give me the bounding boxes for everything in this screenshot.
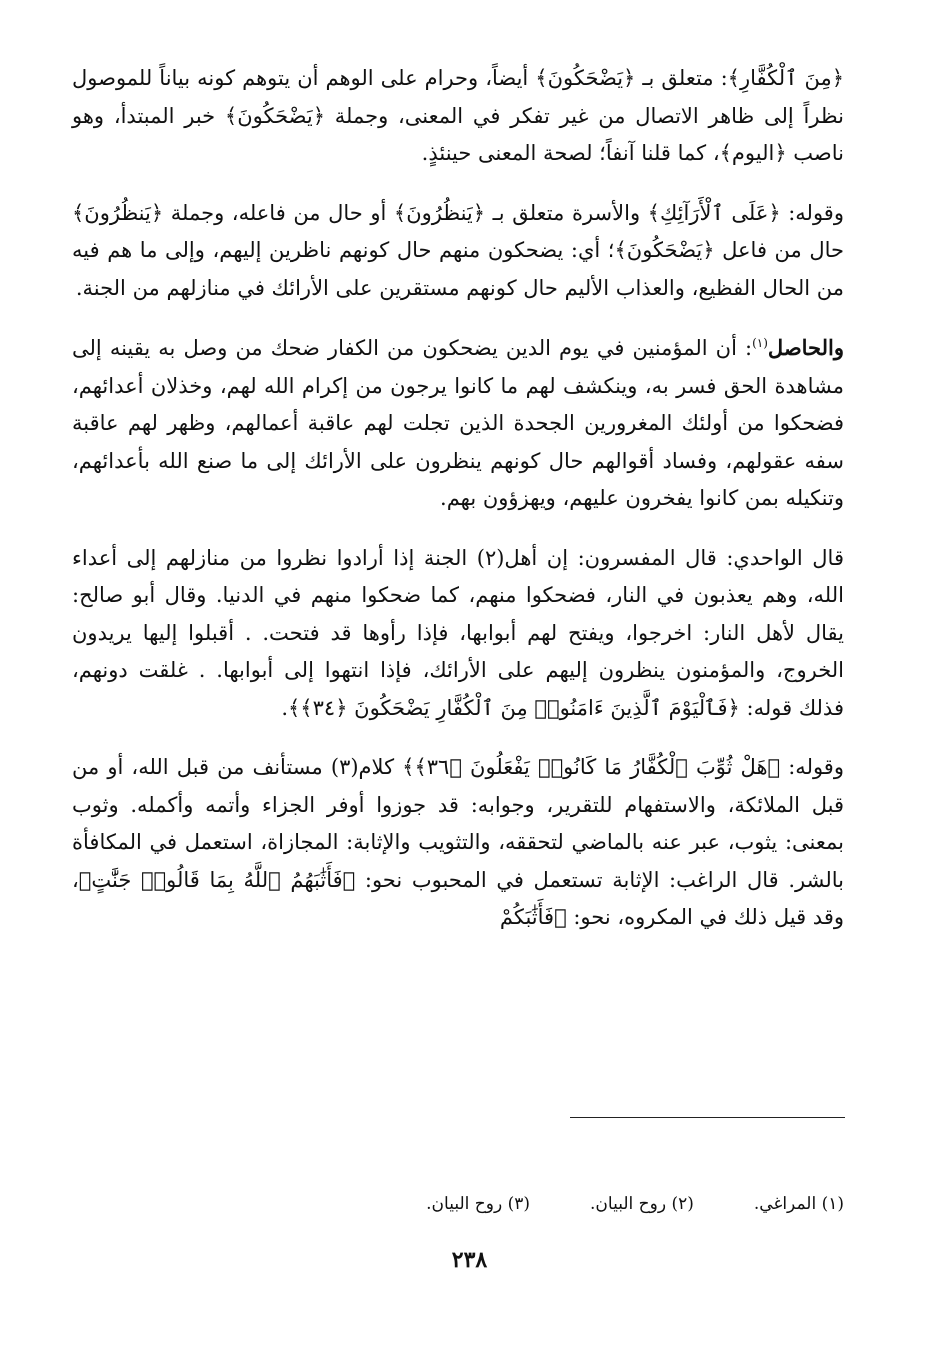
footnote-1: (١) المراغي. [753,1194,844,1214]
paragraph-text: وقوله: ﴿هَلْ ثُوِّبَ ٱلْكُفَّارُ مَا كَانُوا۟ يَفْعَلُونَ ﴿٣٦﴾﴾ كلام(٣) مستأنف من قبل الله، أو من قبل الملائكة، والاستفهام للتقرير، وجوابه: قد جوزوا أوفر الجزاء وأتمه وأكمله. وثوب بمعنى: يثوب، عبر عنه بالماضي لتحققه، والتثويب والإثابة: المجازاة، استعمل في المكافأة بالشر. قال الراغب: الإثابة تستعمل في المحبوب نحو: ﴿فَأَثَٰبَهُمُ ٱللَّهُ بِمَا قَالُوا۟ جَنَّٰتٍ﴾، وقد قيل ذلك في المكروه، نحو: ﴿فَأَثَٰبَكُمْ [72,755,844,929]
paragraph-4 [72,540,844,728]
page-body [72,60,844,959]
paragraph-1 [72,60,844,173]
paragraph-text: ﴿مِنَ ٱلْكُفَّارِ﴾: متعلق بـ ﴿يَضْحَكُونَ﴾ أيضاً، وحرام على الوهم أن يتوهم كونه بياناً للموصول نظراً إلى ظاهر الاتصال من غير تفكر في المعنى، وجملة ﴿يَضْحَكُونَ﴾ خبر المبتدأ، وهو ناصب ﴿اليوم﴾، كما قلنا آنفاً؛ لصحة المعنى حينئذٍ. [72,66,844,165]
paragraph-text: قال الواحدي: قال المفسرون: إن أهل(٢) الجنة إذا أرادوا نظروا من منازلهم إلى أعداء الله، وهم يعذبون في النار، فضحكوا منهم، كما ضحكوا منهم في الدنيا. وقال أبو صالح: يقال لأهل النار: اخرجوا، ويفتح لهم أبوابها، فإذا رأوها قد فتحت. . أقبلوا إليها يريدون الخروج، والمؤمنون ينظرون إليهم على الأرائك، فإذا انتهوا إلى أبوابها. . غلقت دونهم، فذلك قوله: ﴿فَٱلْيَوْمَ ٱلَّذِينَ ءَامَنُوا۟ مِنَ ٱلْكُفَّارِ يَضْحَكُونَ ﴿٣٤﴾﴾. [72,545,844,720]
paragraph-2 [72,195,844,308]
page-number: ٢٣٨ [451,1247,488,1273]
footnotes [72,1194,844,1214]
paragraph-lead: والحاصل [767,335,844,360]
paragraph-5 [72,749,844,937]
footnote-divider [570,1117,845,1118]
footnote-2: (٢) روح البيان. [590,1194,694,1214]
paragraph-text: : أن المؤمنين في يوم الدين يضحكون من الكفار ضحك من وصل به يقينه إلى مشاهدة الحق فسر به، وينكشف لهم ما كانوا يرجون من إكرام الله لهم، وخذلان أعدائهم، فضحكوا من أولئك المغرورين الجحدة الذين تجلت لهم عاقبة أعمالهم، وظهر لهم عاقبة سفه عقولهم، وفساد أقوالهم حال كونهم ينظرون على الأرائك إلى ما صنع الله بأعدائهم، وتنكيله بمن كانوا يفخرون عليهم، ويهزؤون بهم. [72,336,844,510]
footnote-marker: (١) [752,336,768,350]
paragraph-3 [72,329,844,518]
footnote-3: (٣) روح البيان. [426,1194,531,1214]
paragraph-text: وقوله: ﴿عَلَى ٱلْأَرَآئِكِ﴾ والأسرة متعلق بـ ﴿يَنظُرُونَ﴾ أو حال من فاعله، وجملة ﴿يَنظُرُونَ﴾ حال من فاعل ﴿يَضْحَكُونَ﴾؛ أي: يضحكون منهم حال كونهم ناظرين إليهم، وإلى ما هم فيه من الحال الفظيع، والعذاب الأليم حال كونهم مستقرين على الأرائك في منازلهم من الجنة. [72,200,844,300]
